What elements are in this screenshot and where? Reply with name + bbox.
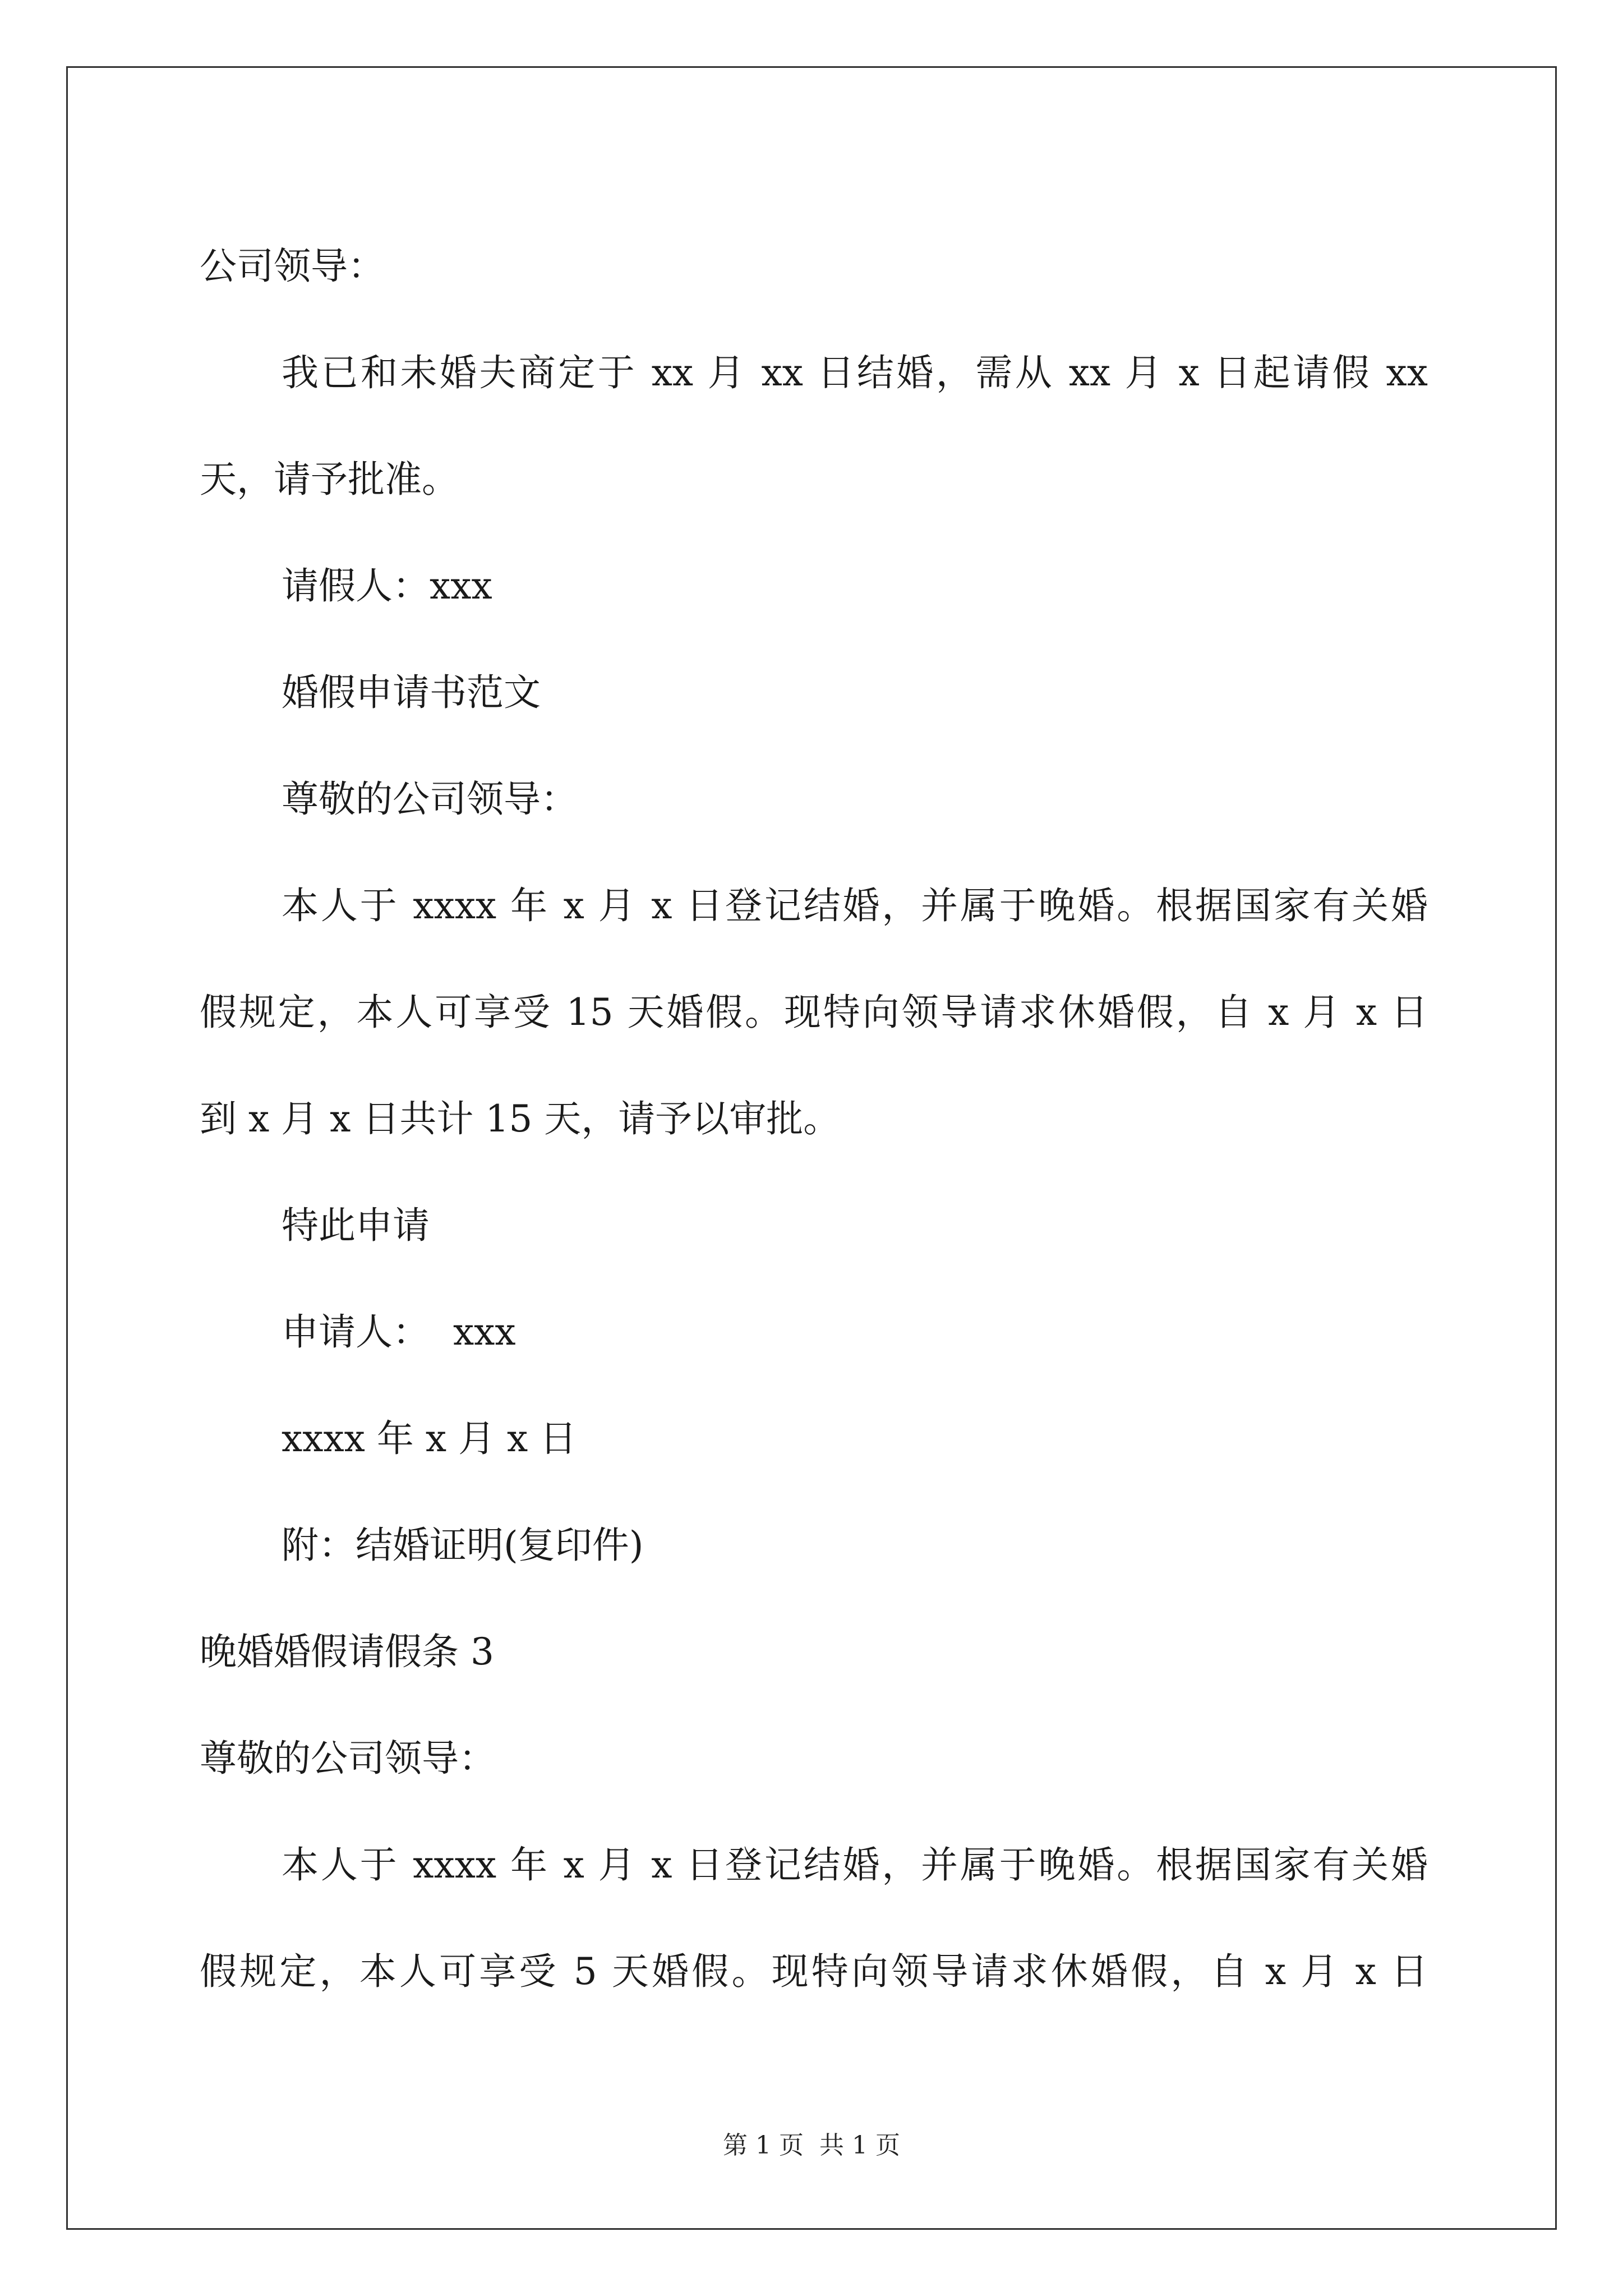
page-number-footer: 第 1 页 共 1 页 bbox=[723, 2131, 900, 2160]
paragraph-line: 本人于 xxxx 年 x 月 x 日登记结婚，并属于晚婚。根据国家有关婚 bbox=[282, 1843, 1428, 1887]
salutation-line: 公司领导： bbox=[200, 245, 385, 288]
paragraph-line: 假规定，本人可享受 5 天婚假。现特向领导请求休婚假，自 x 月 x 日 bbox=[200, 1950, 1428, 1993]
salutation-line: 尊敬的公司领导： bbox=[200, 1737, 496, 1780]
paragraph-line: 我已和未婚夫商定于 xx 月 xx 日结婚，需从 xx 月 x 日起请假 xx bbox=[282, 351, 1428, 394]
document-body bbox=[200, 213, 1428, 2025]
applicant-line: 申请人： xxx bbox=[282, 1310, 516, 1354]
paragraph-line: 到 x 月 x 日共计 15 天，请予以审批。 bbox=[200, 1097, 841, 1140]
applicant-line: 请假人：xxx bbox=[282, 564, 492, 608]
date-line: xxxx 年 x 月 x 日 bbox=[282, 1417, 577, 1460]
salutation-line: 尊敬的公司领导： bbox=[282, 777, 578, 821]
closing-line: 特此申请 bbox=[282, 1204, 430, 1247]
paragraph-line: 本人于 xxxx 年 x 月 x 日登记结婚，并属于晚婚。根据国家有关婚 bbox=[282, 884, 1428, 927]
paragraph-line: 假规定，本人可享受 15 天婚假。现特向领导请求休婚假，自 x 月 x 日 bbox=[200, 991, 1428, 1034]
paragraph-line: 天，请予批准。 bbox=[200, 458, 459, 501]
section-title: 晚婚婚假请假条 3 bbox=[200, 1630, 494, 1673]
attachment-line: 附：结婚证明(复印件) bbox=[282, 1524, 644, 1567]
section-title: 婚假申请书范文 bbox=[282, 671, 541, 714]
